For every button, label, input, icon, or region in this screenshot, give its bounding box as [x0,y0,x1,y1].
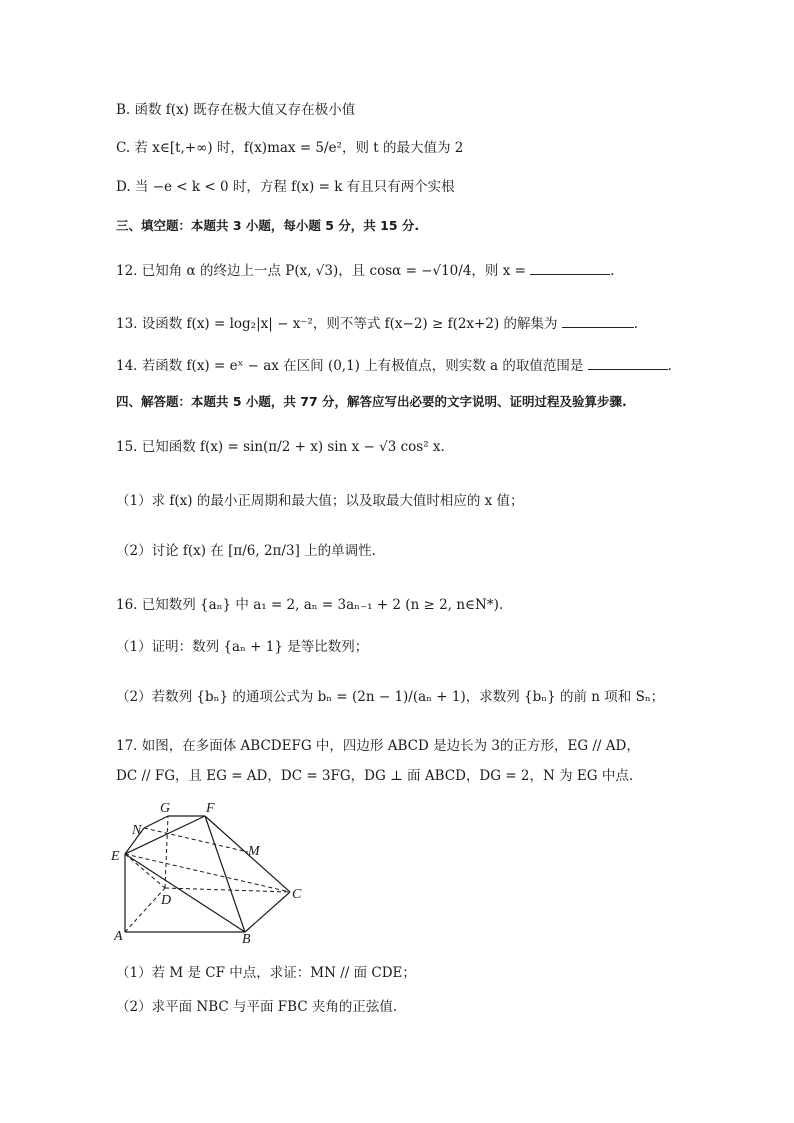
label-A: A [114,929,123,944]
label-E: E [111,849,120,864]
label-D: D [161,893,172,908]
edge-CB [245,892,290,932]
question-15: 15. 已知函数 f(x) = sin(π/2 + x) sin x − √3 cos² x. [116,439,445,455]
answer-blank-13 [562,313,634,328]
option-c: C. 若 x∈[t,+∞) 时，f(x)max = 5/e²，则 t 的最大值为 2 [116,140,464,156]
polyhedron-figure [108,800,308,945]
question-16: 16. 已知数列 {aₙ} 中 a₁ = 2, aₙ = 3aₙ₋₁ + 2 (n ≥ 2, n∈N*). [116,597,504,613]
question-14: 14. 若函数 f(x) = eˣ − ax 在区间 (0,1) 上有极值点，则实数 a 的取值范围是 . [116,355,694,376]
question-15-part-2: （2）讨论 f(x) 在 [π/6, 2π/3] 上的单调性. [116,543,376,559]
question-17-line-2: DC // FG，且 EG = AD，DC = 3FG，DG ⊥ 面 ABCD，DG = 2，N 为 EG 中点. [116,768,634,784]
question-12: 12. 已知角 α 的终边上一点 P(x, √3)，且 cosα = −√10/4，则 x = . [116,260,694,281]
option-d: D. 当 −e < k < 0 时，方程 f(x) = k 有且只有两个实根 [116,179,455,195]
edge-EC-hidden [125,854,290,892]
edge-EB [125,854,245,932]
section-heading-solve: 四、解答题：本题共 5 小题，共 77 分，解答应写出必要的文字说明、证明过程及验算步骤. [116,394,627,409]
edge-DG-hidden [165,816,168,888]
question-12-text: 12. 已知角 α 的终边上一点 P(x, √3)，且 cosα = −√10/4，则 x = [116,263,526,279]
label-N: N [132,823,142,838]
edge-NG [144,816,168,828]
label-M: M [248,844,260,859]
section-heading-fill-blank: 三、填空题：本题共 3 小题，每小题 5 分，共 15 分. [116,218,420,233]
label-B: B [242,932,251,945]
option-b: B. 函数 f(x) 既存在极大值又存在极小值 [116,102,356,118]
edge-DC-hidden [165,888,290,892]
question-17-part-2: （2）求平面 NBC 与平面 FBC 夹角的正弦值. [116,999,398,1015]
answer-blank-12 [530,260,610,275]
question-14-text: 14. 若函数 f(x) = eˣ − ax 在区间 (0,1) 上有极值点，则实数 a 的取值范围是 [116,358,584,374]
label-F: F [206,801,215,816]
question-15-part-1: （1）求 f(x) 的最小正周期和最大值；以及取最大值时相应的 x 值； [116,493,524,509]
edge-AD-hidden [125,888,165,932]
edge-ED-hidden [125,854,165,888]
label-G: G [160,801,171,816]
answer-blank-14 [588,355,668,370]
question-16-part-2: （2）若数列 {bₙ} 的通项公式为 bₙ = (2n − 1)/(aₙ + 1)，求数列 {bₙ} 的前 n 项和 Sₙ； [116,689,665,705]
question-13-text: 13. 设函数 f(x) = log₂|x| − x⁻²，则不等式 f(x−2) ≥ f(2x+2) 的解集为 [116,316,558,332]
question-17-part-1: （1）若 M 是 CF 中点，求证：MN // 面 CDE； [116,965,416,981]
question-16-part-1: （1）证明：数列 {aₙ + 1} 是等比数列； [116,639,369,655]
label-C: C [292,887,302,902]
question-13: 13. 设函数 f(x) = log₂|x| − x⁻²，则不等式 f(x−2) ≥ f(2x+2) 的解集为 . [116,313,694,334]
question-17-line-1: 17. 如图，在多面体 ABCDEFG 中，四边形 ABCD 是边长为 3的正方形，EG // AD， [116,738,640,754]
